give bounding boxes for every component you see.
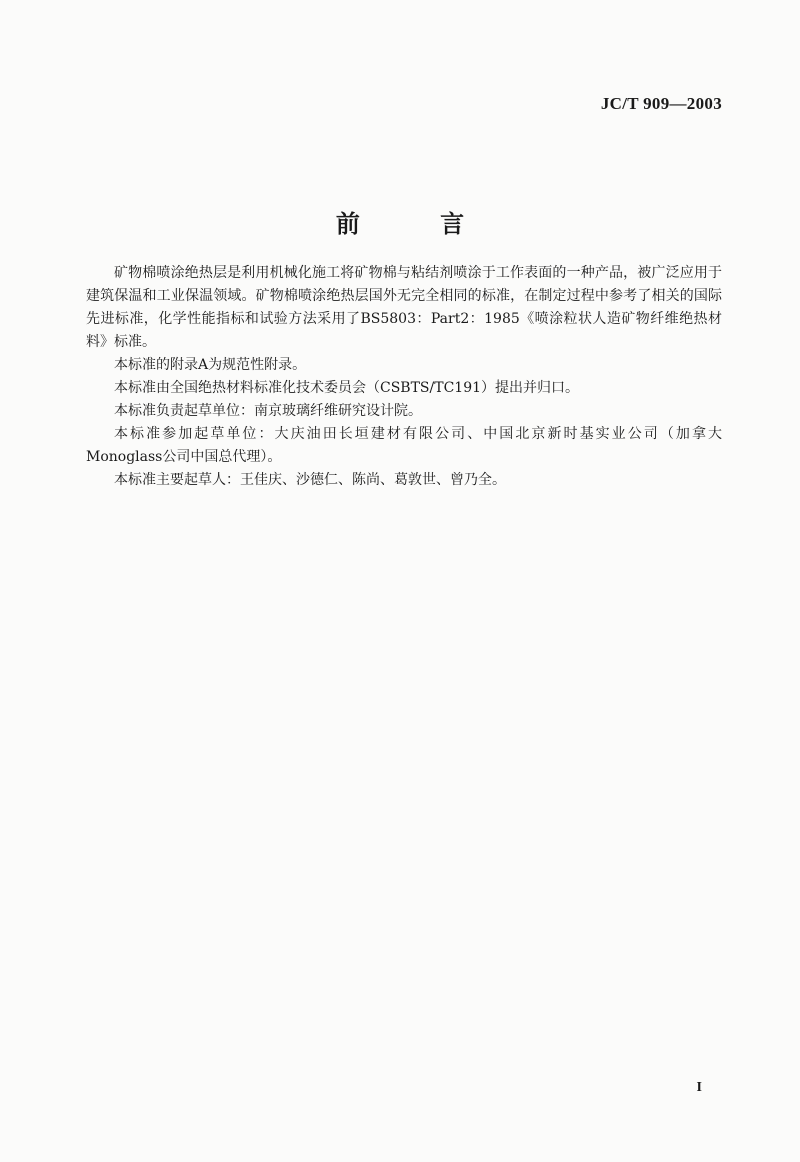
paragraph-intro: 矿物棉喷涂绝热层是利用机械化施工将矿物棉与粘结剂喷涂于工作表面的一种产品，被广泛应用于建筑保温和工业保温领域。矿物棉喷涂绝热层国外无完全相同的标准，在制定过程中参考了相关的国际先进标准，化学性能指标和试验方法采用了BS5803：Part2：1985《喷涂粒状人造矿物纤维绝热材料》标准。 <box>86 265 722 350</box>
page-title: 前 言 <box>335 210 501 238</box>
paragraph-lead-drafter: 本标准负责起草单位：南京玻璃纤维研究设计院。 <box>114 403 422 419</box>
paragraph-appendix: 本标准的附录A为规范性附录。 <box>114 357 307 373</box>
paragraph-participating-drafters: 本标准参加起草单位：大庆油田长垣建材有限公司、中国北京新时基实业公司（加拿大Monoglass公司中国总代理）。 <box>86 426 722 465</box>
standard-code: JC/T 909—2003 <box>600 94 722 113</box>
page-number: I <box>696 1080 702 1095</box>
paragraph-main-drafters: 本标准主要起草人：王佳庆、沙德仁、陈尚、葛敦世、曾乃全。 <box>114 472 506 488</box>
paragraph-committee: 本标准由全国绝热材料标准化技术委员会（CSBTS/TC191）提出并归口。 <box>114 380 580 396</box>
foreword-body <box>86 262 722 492</box>
